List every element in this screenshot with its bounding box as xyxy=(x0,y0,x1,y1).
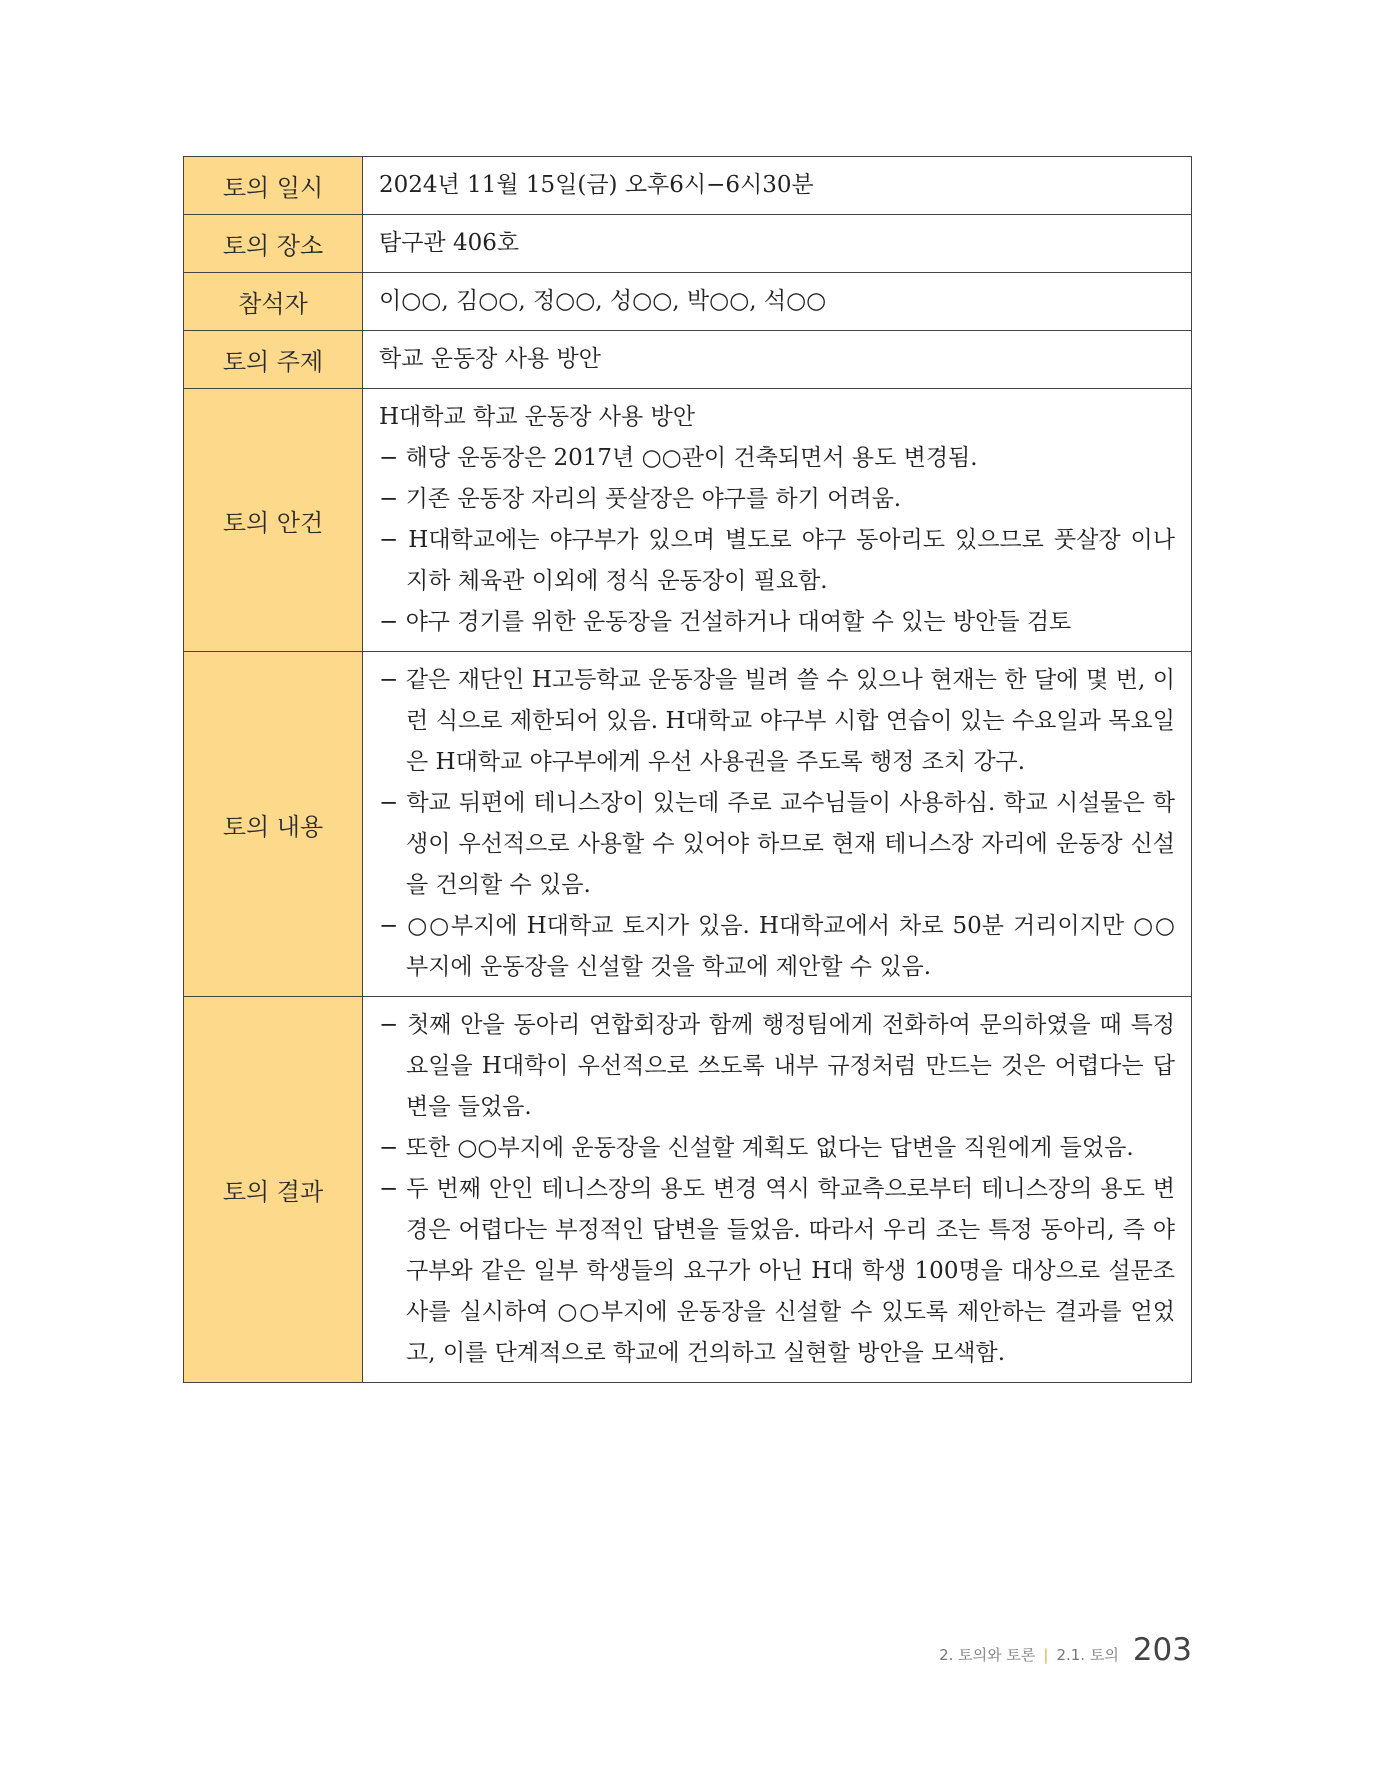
agenda-bullet: − H대학교에는 야구부가 있으며 별도로 야구 동아리도 있으므로 풋살장 이나 지하 체육관 이외에 정식 운동장이 필요함. xyxy=(379,527,1175,594)
content-result xyxy=(363,997,1192,1383)
row-topic xyxy=(184,331,1192,389)
content-place xyxy=(363,215,1192,273)
discussion-minutes-table xyxy=(183,156,1192,1383)
page-footer xyxy=(939,1632,1192,1668)
discussion-bullet: − ○○부지에 H대학교 토지가 있음. H대학교에서 차로 50분 거리이지만 ○○부지에 운동장을 신설할 것을 학교에 제안할 수 있음. xyxy=(379,913,1175,980)
row-attendees xyxy=(184,273,1192,331)
discussion-bullet: − 학교 뒤편에 테니스장이 있는데 주로 교수님들이 사용하심. 학교 시설물은 학생이 우선적으로 사용할 수 있어야 하므로 현재 테니스장 자리에 운동장 신설을 건의할 수 있음. xyxy=(379,790,1175,898)
content-agenda xyxy=(363,389,1192,652)
date-text: 2024년 11월 15일(금) 오후6시−6시30분 xyxy=(379,172,814,198)
label-content: 토의 내용 xyxy=(184,652,363,997)
row-date xyxy=(184,157,1192,215)
agenda-bullet: − 기존 운동장 자리의 풋살장은 야구를 하기 어려움. xyxy=(379,486,902,512)
content-topic xyxy=(363,331,1192,389)
content-discussion xyxy=(363,652,1192,997)
attendees-text: 이○○, 김○○, 정○○, 성○○, 박○○, 석○○ xyxy=(379,288,827,314)
result-bullet: − 첫째 안을 동아리 연합회장과 함께 행정팀에게 전화하여 문의하였을 때 특정 요일을 H대학이 우선적으로 쓰도록 내부 규정처럼 만드는 것은 어렵다는 답변을 들었음. xyxy=(379,1012,1175,1120)
agenda-bullet: − 해당 운동장은 2017년 ○○관이 건축되면서 용도 변경됨. xyxy=(379,445,978,471)
row-agenda xyxy=(184,389,1192,652)
label-topic: 토의 주제 xyxy=(184,331,363,389)
agenda-intro: H대학교 학교 운동장 사용 방안 xyxy=(379,404,695,430)
row-content xyxy=(184,652,1192,997)
discussion-bullet: − 같은 재단인 H고등학교 운동장을 빌려 쓸 수 있으나 현재는 한 달에 몇 번, 이런 식으로 제한되어 있음. H대학교 야구부 시합 연습이 있는 수요일과 목요일은 H대학교 야구부에게 우선 사용권을 주도록 행정 조치 강구. xyxy=(379,667,1175,775)
label-attendees: 참석자 xyxy=(184,273,363,331)
row-place xyxy=(184,215,1192,273)
topic-text: 학교 운동장 사용 방안 xyxy=(379,346,601,372)
label-date: 토의 일시 xyxy=(184,157,363,215)
footer-section: 2.1. 토의 xyxy=(1056,1646,1119,1664)
row-result xyxy=(184,997,1192,1383)
place-text: 탐구관 406호 xyxy=(379,230,520,256)
content-attendees xyxy=(363,273,1192,331)
content-date xyxy=(363,157,1192,215)
result-bullet: − 또한 ○○부지에 운동장을 신설할 계획도 없다는 답변을 직원에게 들었음. xyxy=(379,1135,1134,1161)
agenda-bullet: − 야구 경기를 위한 운동장을 건설하거나 대여할 수 있는 방안들 검토 xyxy=(379,609,1072,635)
label-agenda: 토의 안건 xyxy=(184,389,363,652)
footer-separator: | xyxy=(1043,1646,1049,1664)
footer-chapter: 2. 토의와 토론 xyxy=(939,1646,1036,1664)
page-number: 203 xyxy=(1132,1632,1192,1668)
label-place: 토의 장소 xyxy=(184,215,363,273)
label-result: 토의 결과 xyxy=(184,997,363,1383)
result-bullet: − 두 번째 안인 테니스장의 용도 변경 역시 학교측으로부터 테니스장의 용도 변경은 어렵다는 부정적인 답변을 들었음. 따라서 우리 조는 특정 동아리, 즉 야구부와 같은 일부 학생들의 요구가 아닌 H대 학생 100명을 대상으로 설문조사를 실시하여 ○○부지에 운동장을 신설할 수 있도록 제안하는 결과를 얻었고, 이를 단계적으로 학교에 건의하고 실현할 방안을 모색함. xyxy=(379,1176,1175,1366)
